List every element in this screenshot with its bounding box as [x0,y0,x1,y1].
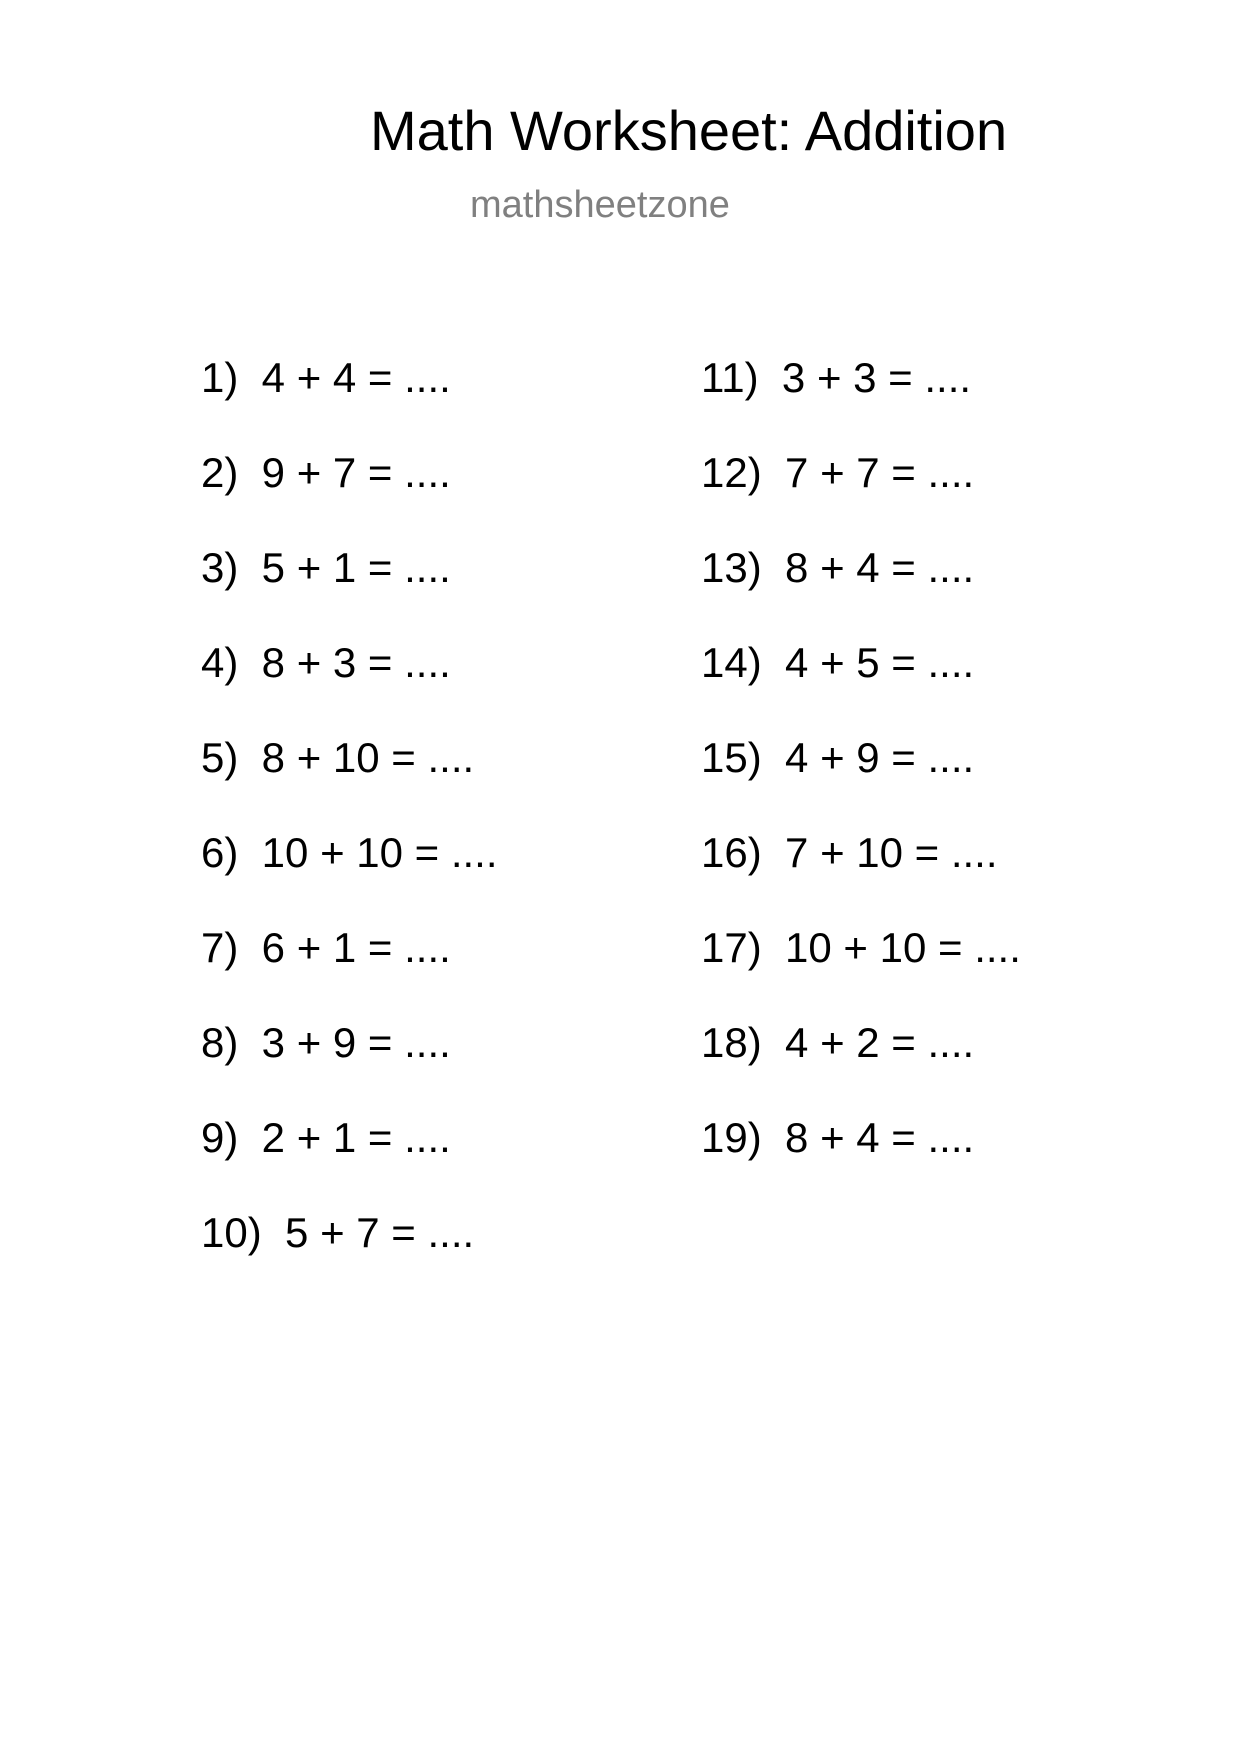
problem-item: 1) 4 + 4 = .... [201,354,451,401]
problem-item: 14) 4 + 5 = .... [701,639,975,686]
problem-item: 7) 6 + 1 = .... [201,924,451,971]
problem-item: 17) 10 + 10 = .... [701,924,1021,971]
problem-item: 12) 7 + 7 = .... [701,449,975,496]
problem-item: 2) 9 + 7 = .... [201,449,451,496]
problem-item: 5) 8 + 10 = .... [201,734,475,781]
problem-item: 19) 8 + 4 = .... [701,1114,975,1161]
problem-item: 11) 3 + 3 = .... [701,354,972,401]
problems-right-column [701,352,1021,1207]
problem-item: 9) 2 + 1 = .... [201,1114,451,1161]
problem-item: 18) 4 + 2 = .... [701,1019,975,1066]
problem-item: 8) 3 + 9 = .... [201,1019,451,1066]
problem-item: 15) 4 + 9 = .... [701,734,975,781]
worksheet-title: Math Worksheet: Addition [370,99,1008,162]
problem-item: 6) 10 + 10 = .... [201,829,498,876]
problem-item: 4) 8 + 3 = .... [201,639,451,686]
problem-item: 10) 5 + 7 = .... [201,1209,475,1256]
worksheet-source: mathsheetzone [470,184,730,226]
problem-item: 16) 7 + 10 = .... [701,829,998,876]
problem-item: 3) 5 + 1 = .... [201,544,451,591]
problems-left-column [201,352,498,1302]
problem-item: 13) 8 + 4 = .... [701,544,975,591]
